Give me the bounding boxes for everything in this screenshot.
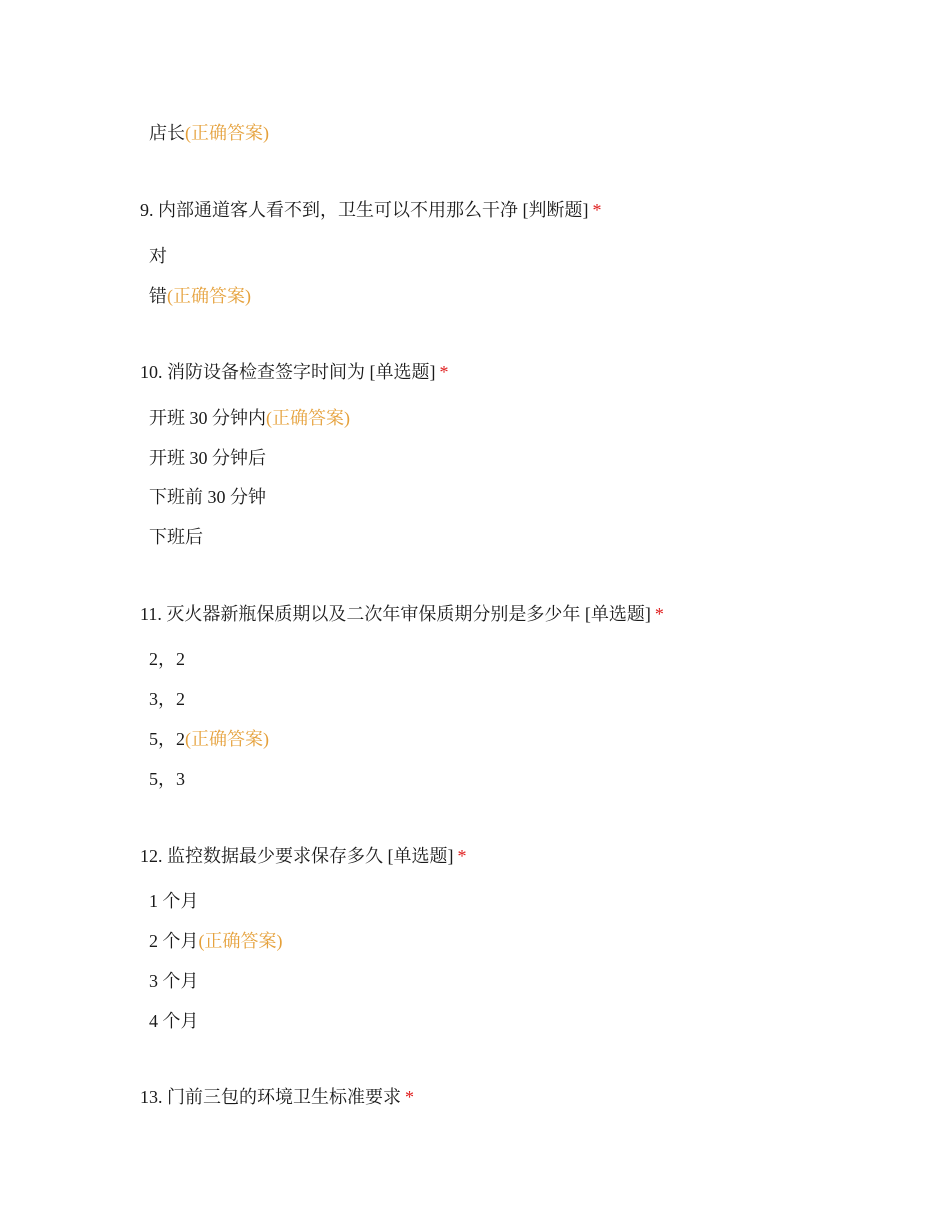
- option-text: 2 个月: [149, 931, 199, 951]
- question-12-option-2: [149, 929, 283, 953]
- correct-answer-tag: (正确答案): [185, 729, 269, 749]
- question-type: [判断题]: [522, 200, 589, 220]
- question-number: 9.: [140, 200, 154, 220]
- question-12-option-1: [149, 889, 199, 913]
- question-9-option-1: [149, 244, 167, 268]
- option-text: 1 个月: [149, 891, 199, 911]
- question-text: 消防设备检查签字时间为: [167, 362, 365, 382]
- option-text: 开班 30 分钟内: [149, 408, 266, 428]
- question-type: [单选题]: [584, 604, 651, 624]
- option-text: 错: [149, 286, 167, 306]
- required-mark: *: [592, 200, 602, 220]
- required-mark: *: [405, 1087, 414, 1107]
- option-text: 下班前 30 分钟: [149, 487, 266, 507]
- question-10-option-2: [149, 446, 266, 470]
- correct-answer-tag: (正确答案): [185, 123, 269, 143]
- question-type: [单选题]: [387, 846, 454, 866]
- question-text: 监控数据最少要求保存多久: [167, 846, 383, 866]
- question-11-option-1: [149, 647, 185, 671]
- correct-answer-tag: (正确答案): [266, 408, 350, 428]
- option-text: 对: [149, 246, 167, 266]
- question-text: 门前三包的环境卫生标准要求: [167, 1087, 401, 1107]
- question-type: [单选题]: [369, 362, 436, 382]
- question-12-option-3: [149, 969, 199, 993]
- question-12-title: [140, 844, 467, 868]
- option-text: 2，2: [149, 649, 185, 669]
- question-number: 10.: [140, 362, 163, 382]
- question-text: 灭火器新瓶保质期以及二次年审保质期分别是多少年: [166, 604, 581, 624]
- question-number: 13.: [140, 1087, 163, 1107]
- option-text: 店长: [149, 123, 185, 143]
- required-mark: *: [654, 604, 664, 624]
- required-mark: *: [457, 846, 467, 866]
- option-text: 4 个月: [149, 1011, 199, 1031]
- question-12-option-4: [149, 1009, 199, 1033]
- question-number: 11.: [140, 604, 162, 624]
- question-9-title: [140, 198, 602, 222]
- option-text: 3 个月: [149, 971, 199, 991]
- question-10-option-3: [149, 485, 266, 509]
- question-number: 12.: [140, 846, 163, 866]
- question-text: 内部通道客人看不到，卫生可以不用那么干净: [158, 200, 518, 220]
- question-13-title: [140, 1085, 414, 1109]
- question-10-title: [140, 360, 449, 384]
- question-11-title: [140, 602, 664, 626]
- question-11-option-2: [149, 687, 185, 711]
- option-text: 开班 30 分钟后: [149, 448, 266, 468]
- question-11-option-3: [149, 727, 269, 751]
- option-text: 5，3: [149, 769, 185, 789]
- question-9-option-2: [149, 284, 251, 308]
- required-mark: *: [439, 362, 449, 382]
- question-10-option-1: [149, 406, 350, 430]
- option-text: 下班后: [149, 527, 203, 547]
- correct-answer-tag: (正确答案): [198, 931, 283, 951]
- question-11-option-4: [149, 767, 185, 791]
- correct-answer-tag: (正确答案): [167, 286, 251, 306]
- question-10-option-4: [149, 525, 203, 549]
- prev-question-option-1: [149, 121, 269, 145]
- option-text: 5，2: [149, 729, 185, 749]
- option-text: 3，2: [149, 689, 185, 709]
